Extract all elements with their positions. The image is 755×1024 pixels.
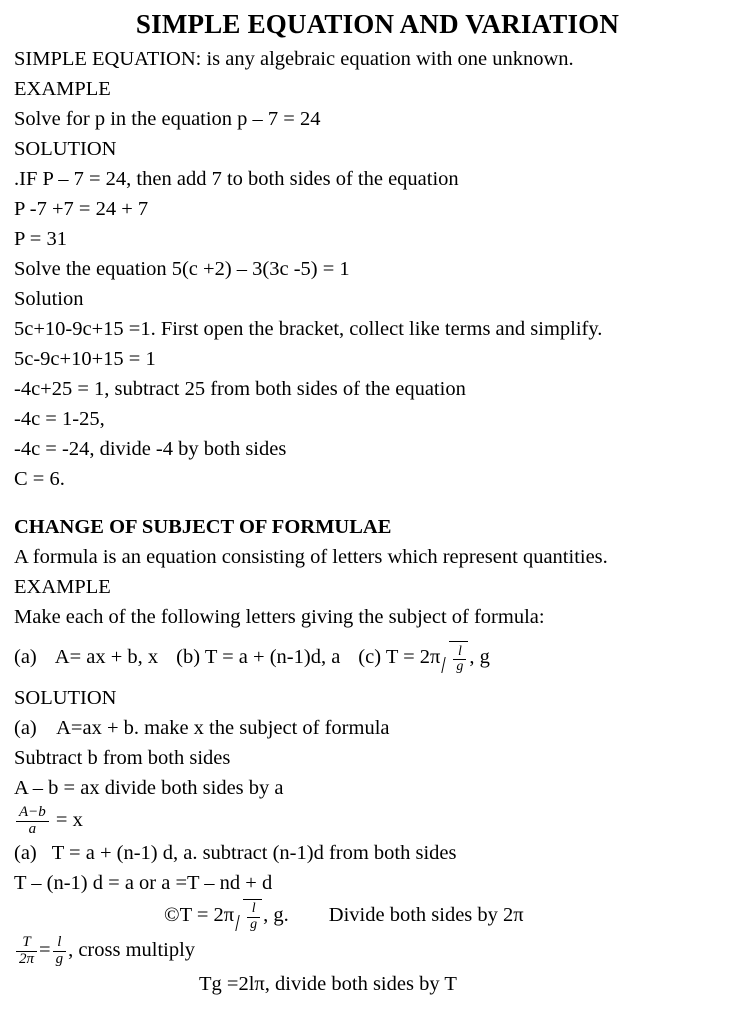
label-part-a: (a) — [14, 645, 37, 668]
fraction-t-over-2pi — [16, 935, 37, 968]
text-line: Subtract b from both sides — [14, 746, 231, 769]
text-line: -4c = 1-25, — [14, 407, 105, 430]
fraction-denominator: g — [250, 917, 258, 933]
fraction-numerator: A−b — [16, 805, 49, 822]
sqrt-icon — [441, 641, 468, 675]
formula-c-prefix: T = 2 — [385, 645, 431, 668]
pi-symbol: π — [430, 645, 441, 668]
text-line: Solve the equation 5(c +2) – 3(3c -5) = 1 — [14, 257, 350, 280]
fraction-l-over-g — [453, 645, 466, 675]
text-line: A formula is an equation consisting of letters which represent quantities. — [14, 545, 608, 568]
text-line: (a) T = a + (n-1) d, a. subtract (n-1)d from both sides — [14, 841, 457, 864]
fraction-numerator: l — [53, 935, 67, 952]
fraction-denominator: g — [55, 950, 64, 967]
text-line: -4c = -24, divide -4 by both sides — [14, 437, 287, 460]
formula-c-suffix: , g — [469, 645, 490, 668]
pi-symbol: π — [223, 903, 235, 926]
solution-label: SOLUTION — [14, 686, 117, 709]
cross-multiply-line — [14, 933, 741, 968]
equals-x: = x — [55, 808, 83, 831]
fraction-l-over-g — [247, 902, 260, 932]
text-line: T – (n-1) d = a or a =T – nd + d — [14, 871, 273, 894]
text-line: EXAMPLE — [14, 77, 111, 100]
formula-a: A= ax + b, x — [54, 645, 159, 668]
fraction-numerator: T — [16, 935, 37, 952]
text-line: EXAMPLE — [14, 575, 111, 598]
fraction-equation-line — [14, 803, 741, 838]
cross-multiply-text: , cross multiply — [68, 938, 196, 961]
fraction-denominator: g — [456, 659, 464, 675]
text-line: (a) A=ax + b. make x the subject of formula — [14, 716, 390, 739]
text-line: -4c+25 = 1, subtract 25 from both sides of the equation — [14, 377, 466, 400]
section-heading: CHANGE OF SUBJECT OF FORMULAE — [14, 515, 392, 538]
formula-note: Divide both sides by 2 — [328, 903, 514, 926]
fraction-numerator: l — [247, 902, 260, 918]
fraction-denominator: 2π — [19, 950, 35, 967]
formula-b: T = a + (n-1)d, a — [204, 645, 341, 668]
fraction-denominator: a — [28, 820, 37, 837]
text-line: SOLUTION — [14, 137, 117, 160]
formula-suffix: , g. — [263, 903, 289, 926]
sqrt-icon — [235, 899, 262, 933]
page-title: SIMPLE EQUATION AND VARIATION — [135, 9, 620, 39]
pi-symbol: π — [513, 903, 524, 926]
text-line: A – b = ax divide both sides by a — [14, 776, 284, 799]
text-line: 5c+10-9c+15 =1. First open the bracket, collect like terms and simplify. — [14, 317, 603, 340]
centered-formula-line — [14, 898, 741, 933]
formula-suffix: , divide both sides by T — [264, 973, 457, 996]
last-formula-line — [14, 967, 741, 1001]
formula-prefix: Tg =2l — [199, 973, 255, 996]
text-line: .IF P – 7 = 24, then add 7 to both sides of the equation — [14, 167, 459, 190]
section-simple-equation — [14, 44, 741, 494]
fraction-a-minus-b-over-a — [16, 805, 49, 838]
text-line: Make each of the following letters giving the subject of formula: — [14, 605, 545, 628]
text-line: Solve for p in the equation p – 7 = 24 — [14, 107, 321, 130]
text-line: Solution — [14, 287, 84, 310]
equals-sign: = — [39, 938, 51, 961]
fraction-numerator: l — [453, 645, 466, 661]
example-formula-line — [14, 640, 741, 675]
label-part-b: (b) — [176, 645, 201, 668]
label-part-c: (c) — [358, 645, 382, 668]
text-line: C = 6. — [14, 467, 65, 490]
formula-prefix: ©T = 2 — [164, 903, 224, 926]
text-line: P = 31 — [14, 227, 67, 250]
text-line: SIMPLE EQUATION: is any algebraic equation with one unknown. — [14, 47, 574, 70]
text-line: P -7 +7 = 24 + 7 — [14, 197, 149, 220]
section-divider-space — [14, 494, 741, 512]
section-change-of-subject — [14, 512, 741, 1002]
fraction-l-over-g — [53, 935, 67, 968]
pi-symbol: π — [254, 973, 265, 996]
text-line: 5c-9c+10+15 = 1 — [14, 347, 156, 370]
